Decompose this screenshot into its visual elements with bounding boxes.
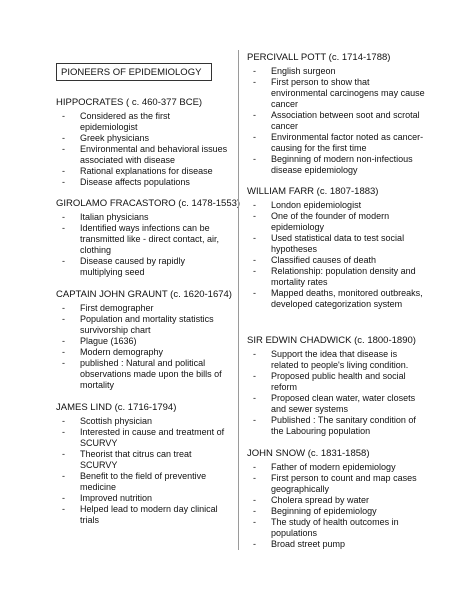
section-snow	[247, 448, 425, 550]
dash-bullet-icon: -	[253, 371, 256, 381]
dash-bullet-icon: -	[253, 415, 256, 425]
dash-bullet-icon: -	[253, 506, 256, 516]
dash-bullet-icon: -	[253, 539, 256, 549]
list-item: - Greek physicians	[62, 133, 150, 143]
bullet-list	[247, 349, 425, 437]
dash-bullet-icon: -	[62, 449, 65, 459]
dash-bullet-icon: -	[253, 349, 256, 359]
dash-bullet-icon: -	[253, 200, 256, 210]
dash-bullet-icon: -	[62, 223, 65, 233]
section-heading: SIR EDWIN CHADWICK (c. 1800-1890)	[247, 335, 416, 346]
list-item: - Father of modern epidemiology	[253, 462, 396, 472]
list-item: - published : Natural and political observations made upon the bills of mortality	[62, 358, 222, 390]
list-item: - Interested in cause and treatment of SCURVY	[62, 427, 225, 448]
list-item: - Beginning of epidemiology	[253, 506, 377, 516]
list-item: - Used statistical data to test social hypotheses	[253, 233, 405, 254]
list-item: - Environmental factor noted as cancer-causing for the first time	[253, 132, 424, 153]
column-divider	[238, 50, 239, 550]
list-item: - Broad street pump	[253, 539, 346, 549]
list-item: - First person to show that environmental carcinogens may cause cancer	[253, 77, 425, 109]
dash-bullet-icon: -	[62, 427, 65, 437]
section-heading: CAPTAIN JOHN GRAUNT (c. 1620-1674)	[56, 289, 232, 300]
section-lind	[56, 402, 228, 526]
list-item: - London epidemiologist	[253, 200, 362, 210]
dash-bullet-icon: -	[253, 517, 256, 527]
bullet-list	[247, 66, 425, 176]
list-item: - Relationship: population density and mortality rates	[253, 266, 416, 287]
list-item: - Mapped deaths, monitored outbreaks, developed categorization system	[253, 288, 423, 309]
dash-bullet-icon: -	[62, 416, 65, 426]
section-pott	[247, 52, 425, 176]
section-hippocrates	[56, 97, 228, 188]
section-heading: GIROLAMO FRACASTORO (c. 1478-1553)	[56, 198, 241, 209]
dash-bullet-icon: -	[62, 336, 65, 346]
list-item: - Considered as the first epidemiologist	[62, 111, 171, 132]
list-item: - Classified causes of death	[253, 255, 377, 265]
dash-bullet-icon: -	[253, 77, 256, 87]
list-item: - Benefit to the field of preventive medicine	[62, 471, 207, 492]
dash-bullet-icon: -	[62, 256, 65, 266]
bullet-list	[56, 303, 228, 391]
list-item: - Proposed clean water, water closets and sewer systems	[253, 393, 416, 414]
bullet-list	[247, 462, 425, 550]
dash-bullet-icon: -	[253, 132, 256, 142]
dash-bullet-icon: -	[253, 66, 256, 76]
list-item: - Proposed public health and social reform	[253, 371, 406, 392]
dash-bullet-icon: -	[253, 154, 256, 164]
dash-bullet-icon: -	[62, 111, 65, 121]
dash-bullet-icon: -	[62, 144, 65, 154]
list-item: - First person to count and map cases geographically	[253, 473, 417, 494]
dash-bullet-icon: -	[62, 212, 65, 222]
dash-bullet-icon: -	[253, 473, 256, 483]
document-title: PIONEERS OF EPIDEMIOLOGY	[56, 63, 212, 81]
list-item: - Association between soot and scrotal cancer	[253, 110, 420, 131]
dash-bullet-icon: -	[253, 288, 256, 298]
section-heading: HIPPOCRATES ( c. 460-377 BCE)	[56, 97, 203, 108]
list-item: - Theorist that citrus can treat SCURVY	[62, 449, 192, 470]
list-item: - English surgeon	[253, 66, 336, 76]
dash-bullet-icon: -	[62, 347, 65, 357]
dash-bullet-icon: -	[253, 211, 256, 221]
bullet-list	[56, 416, 228, 526]
dash-bullet-icon: -	[253, 110, 256, 120]
list-item: - Scottish physician	[62, 416, 153, 426]
dash-bullet-icon: -	[62, 493, 65, 503]
section-heading: JOHN SNOW (c. 1831-1858)	[247, 448, 370, 459]
dash-bullet-icon: -	[253, 255, 256, 265]
dash-bullet-icon: -	[253, 462, 256, 472]
dash-bullet-icon: -	[62, 314, 65, 324]
list-item: - First demographer	[62, 303, 154, 313]
dash-bullet-icon: -	[253, 495, 256, 505]
list-item: - Improved nutrition	[62, 493, 153, 503]
section-heading: WILLIAM FARR (c. 1807-1883)	[247, 186, 379, 197]
list-item: - Beginning of modern non-infectious disease epidemiology	[253, 154, 413, 175]
list-item: - One of the founder of modern epidemiology	[253, 211, 390, 232]
dash-bullet-icon: -	[253, 393, 256, 403]
dash-bullet-icon: -	[62, 166, 65, 176]
list-item: - Disease caused by rapidly multiplying seed	[62, 256, 186, 277]
section-chadwick	[247, 335, 425, 437]
dash-bullet-icon: -	[62, 133, 65, 143]
list-item: - Rational explanations for disease	[62, 166, 213, 176]
list-item: - The study of health outcomes in populations	[253, 517, 399, 538]
list-item: - Italian physicians	[62, 212, 149, 222]
dash-bullet-icon: -	[253, 233, 256, 243]
bullet-list	[247, 200, 425, 310]
dash-bullet-icon: -	[62, 471, 65, 481]
list-item: - Identified ways infections can be transmitted like - direct contact, air, clothing	[62, 223, 220, 255]
list-item: - Helped lead to modern day clinical trials	[62, 504, 218, 525]
section-heading: JAMES LIND (c. 1716-1794)	[56, 402, 177, 413]
list-item: - Published : The sanitary condition of the Labouring population	[253, 415, 416, 436]
list-item: - Support the idea that disease is related to people's living condition.	[253, 349, 409, 370]
list-item: - Population and mortality statistics survivorship chart	[62, 314, 214, 335]
dash-bullet-icon: -	[62, 303, 65, 313]
list-item: - Modern demography	[62, 347, 164, 357]
dash-bullet-icon: -	[62, 504, 65, 514]
bullet-list	[56, 111, 228, 188]
section-farr	[247, 186, 425, 310]
list-item: - Disease affects populations	[62, 177, 190, 187]
section-graunt	[56, 289, 232, 391]
list-item: - Environmental and behavioral issues associated with disease	[62, 144, 228, 165]
dash-bullet-icon: -	[62, 358, 65, 368]
section-fracastoro	[56, 198, 241, 278]
dash-bullet-icon: -	[62, 177, 65, 187]
dash-bullet-icon: -	[253, 266, 256, 276]
bullet-list	[56, 212, 228, 278]
list-item: - Cholera spread by water	[253, 495, 370, 505]
list-item: - Plague (1636)	[62, 336, 137, 346]
section-heading: PERCIVALL POTT (c. 1714-1788)	[247, 52, 391, 63]
